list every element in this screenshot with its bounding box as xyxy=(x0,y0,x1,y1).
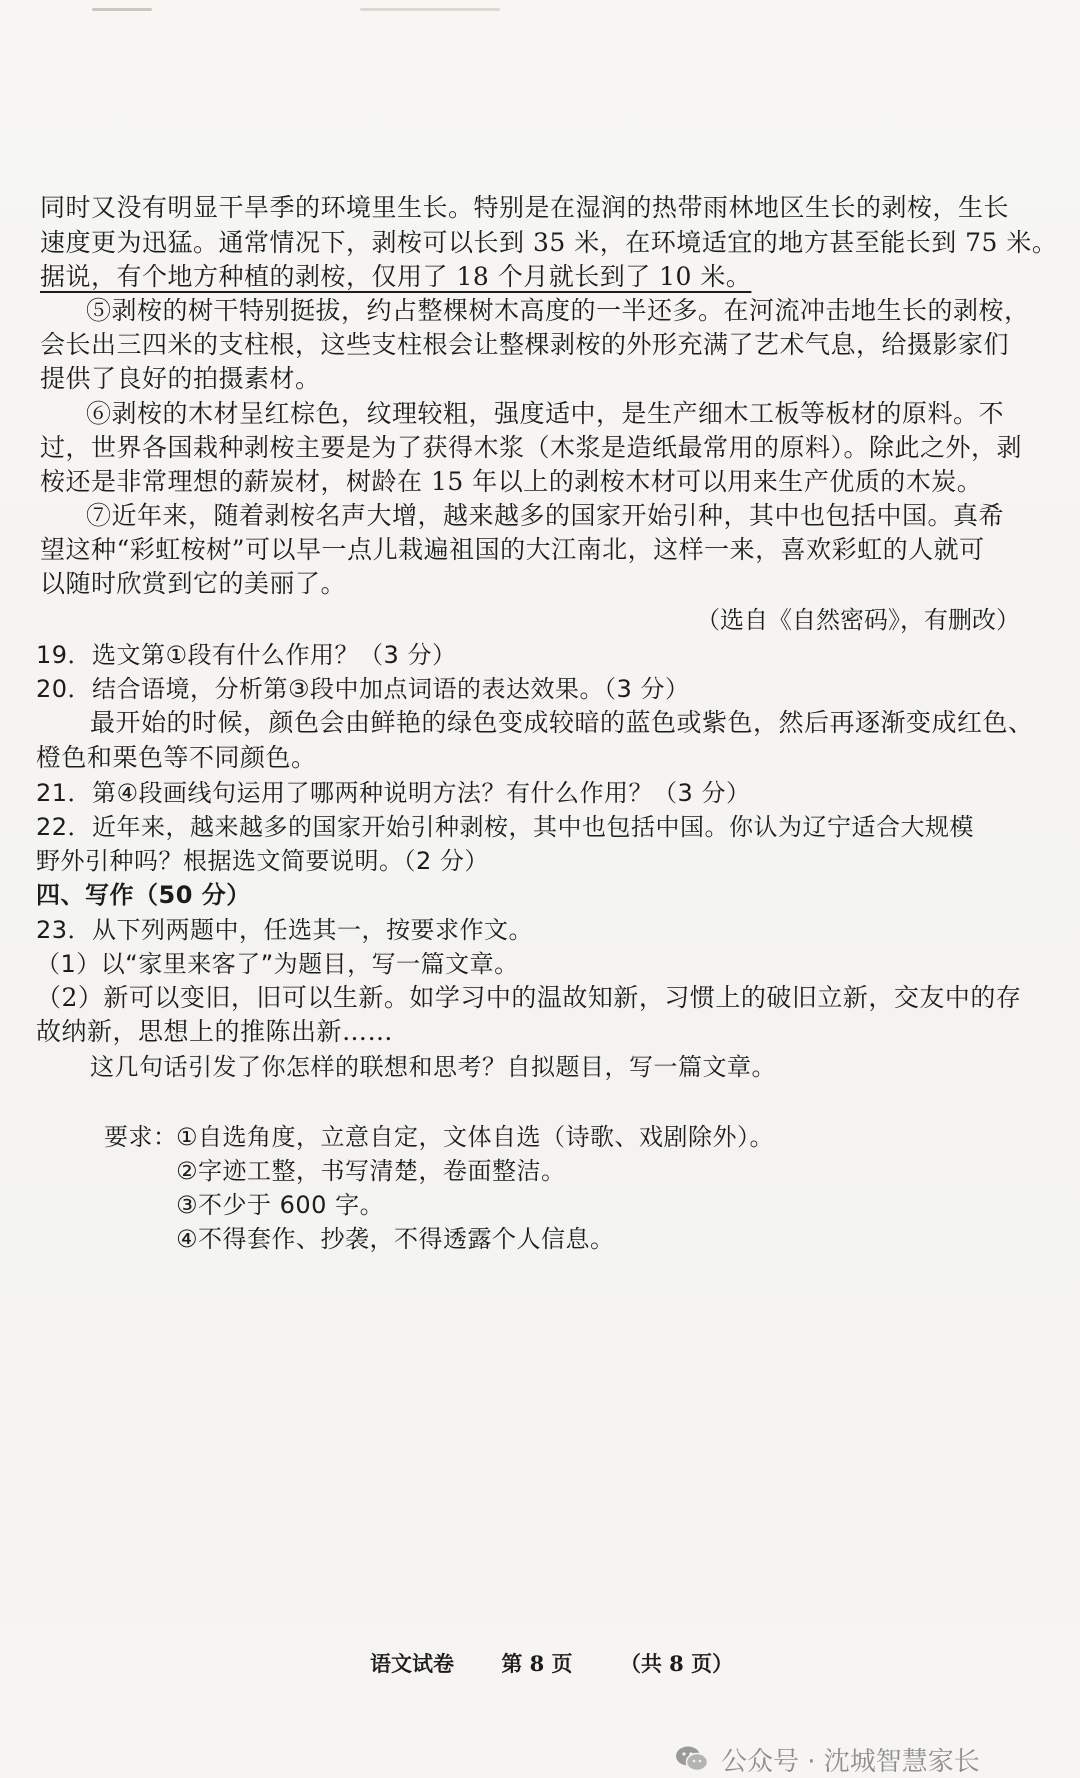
passage-line: 过，世界各国栽种剥桉主要是为了获得木浆（木浆是造纸最常用的原料）。除此之外，剥 xyxy=(40,433,1023,462)
scan-artifact xyxy=(92,8,152,11)
underlined-sentence: 据说，有个地方种植的剥桉，仅用了 18 个月就长到了 10 米。 xyxy=(40,262,752,291)
question-21: 21．第④段画线句运用了哪两种说明方法？有什么作用？（3 分） xyxy=(36,779,751,807)
section-title: 四、写作（50 分） xyxy=(36,881,251,909)
passage-line: ⑤剥桉的树干特别挺拔，约占整棵树木高度的一半还多。在河流冲击地生长的剥桉， xyxy=(86,296,1030,325)
passage-line: 以随时欣赏到它的美丽了。 xyxy=(40,569,347,598)
writing-option-1: （1）以“家里来客了”为题目，写一篇文章。 xyxy=(36,950,519,978)
requirement-item: ②字迹工整，书写清楚，卷面整洁。 xyxy=(176,1157,566,1185)
page-footer xyxy=(370,1648,773,1678)
footer-total: （共 8 页） xyxy=(619,1651,734,1676)
footer-page: 第 8 页 xyxy=(501,1651,573,1676)
passage-line: 会长出三四米的支柱根，这些支柱根会让整棵剥桉的外形充满了艺术气息，给摄影家们 xyxy=(40,330,1010,359)
question-20: 20．结合语境，分析第③段中加点词语的表达效果。（3 分） xyxy=(36,675,690,703)
question-20-quote: 最开始的时候，颜色会由鲜艳的绿色变成较暗的蓝色或紫色，然后再逐渐变成红色、 xyxy=(90,708,1034,737)
question-22: 野外引种吗？根据选文简要说明。（2 分） xyxy=(36,847,489,875)
requirement-item: ①自选角度，立意自定，文体自选（诗歌、戏剧除外）。 xyxy=(176,1123,775,1151)
wechat-icon xyxy=(675,1745,709,1773)
requirement-item: ③不少于 600 字。 xyxy=(176,1191,385,1219)
requirements-label: 要求： xyxy=(104,1123,178,1151)
watermark xyxy=(675,1742,980,1776)
question-23: 23．从下列两题中，任选其一，按要求作文。 xyxy=(36,916,534,944)
passage-line: ⑥剥桉的木材呈红棕色，纹理较粗，强度适中，是生产细木工板等板材的原料。不 xyxy=(86,399,1005,428)
question-20-quote: 橙色和栗色等不同颜色。 xyxy=(36,743,317,772)
passage-line: 望这种“彩虹桉树”可以早一点儿栽遍祖国的大江南北，这样一来，喜欢彩虹的人就可 xyxy=(40,535,985,564)
writing-prompt: 这几句话引发了你怎样的联想和思考？自拟题目，写一篇文章。 xyxy=(90,1053,776,1081)
passage-source: （选自《自然密码》，有删改） xyxy=(696,606,1020,634)
passage-line: ⑦近年来，随着剥桉名声大增，越来越多的国家开始引种，其中也包括中国。真希 xyxy=(86,501,1005,530)
passage-line: 桉还是非常理想的薪炭材，树龄在 15 年以上的剥桉木材可以用来生产优质的木炭。 xyxy=(40,467,983,496)
question-22: 22．近年来，越来越多的国家开始引种剥桉，其中也包括中国。你认为辽宁适合大规模 xyxy=(36,813,975,841)
writing-option-2: （2）新可以变旧，旧可以生新。如学习中的温故知新，习惯上的破旧立新，交友中的存 xyxy=(36,983,1022,1012)
watermark-text: 公众号 · 沈城智慧家长 xyxy=(721,1746,980,1777)
question-19: 19．选文第①段有什么作用？（3 分） xyxy=(36,641,457,669)
footer-subject: 语文试卷 xyxy=(370,1651,454,1676)
passage-line: 提供了良好的拍摄素材。 xyxy=(40,364,321,393)
scan-artifact xyxy=(360,8,500,11)
passage-line: 同时又没有明显干旱季的环境里生长。特别是在湿润的热带雨林地区生长的剥桉，生长 xyxy=(40,193,1010,222)
passage-line: 速度更为迅猛。通常情况下，剥桉可以长到 35 米，在环境适宜的地方甚至能长到 75 米。 xyxy=(40,228,1058,257)
writing-option-2: 故纳新，思想上的推陈出新…… xyxy=(36,1017,394,1046)
requirement-item: ④不得套作、抄袭，不得透露个人信息。 xyxy=(176,1225,615,1253)
